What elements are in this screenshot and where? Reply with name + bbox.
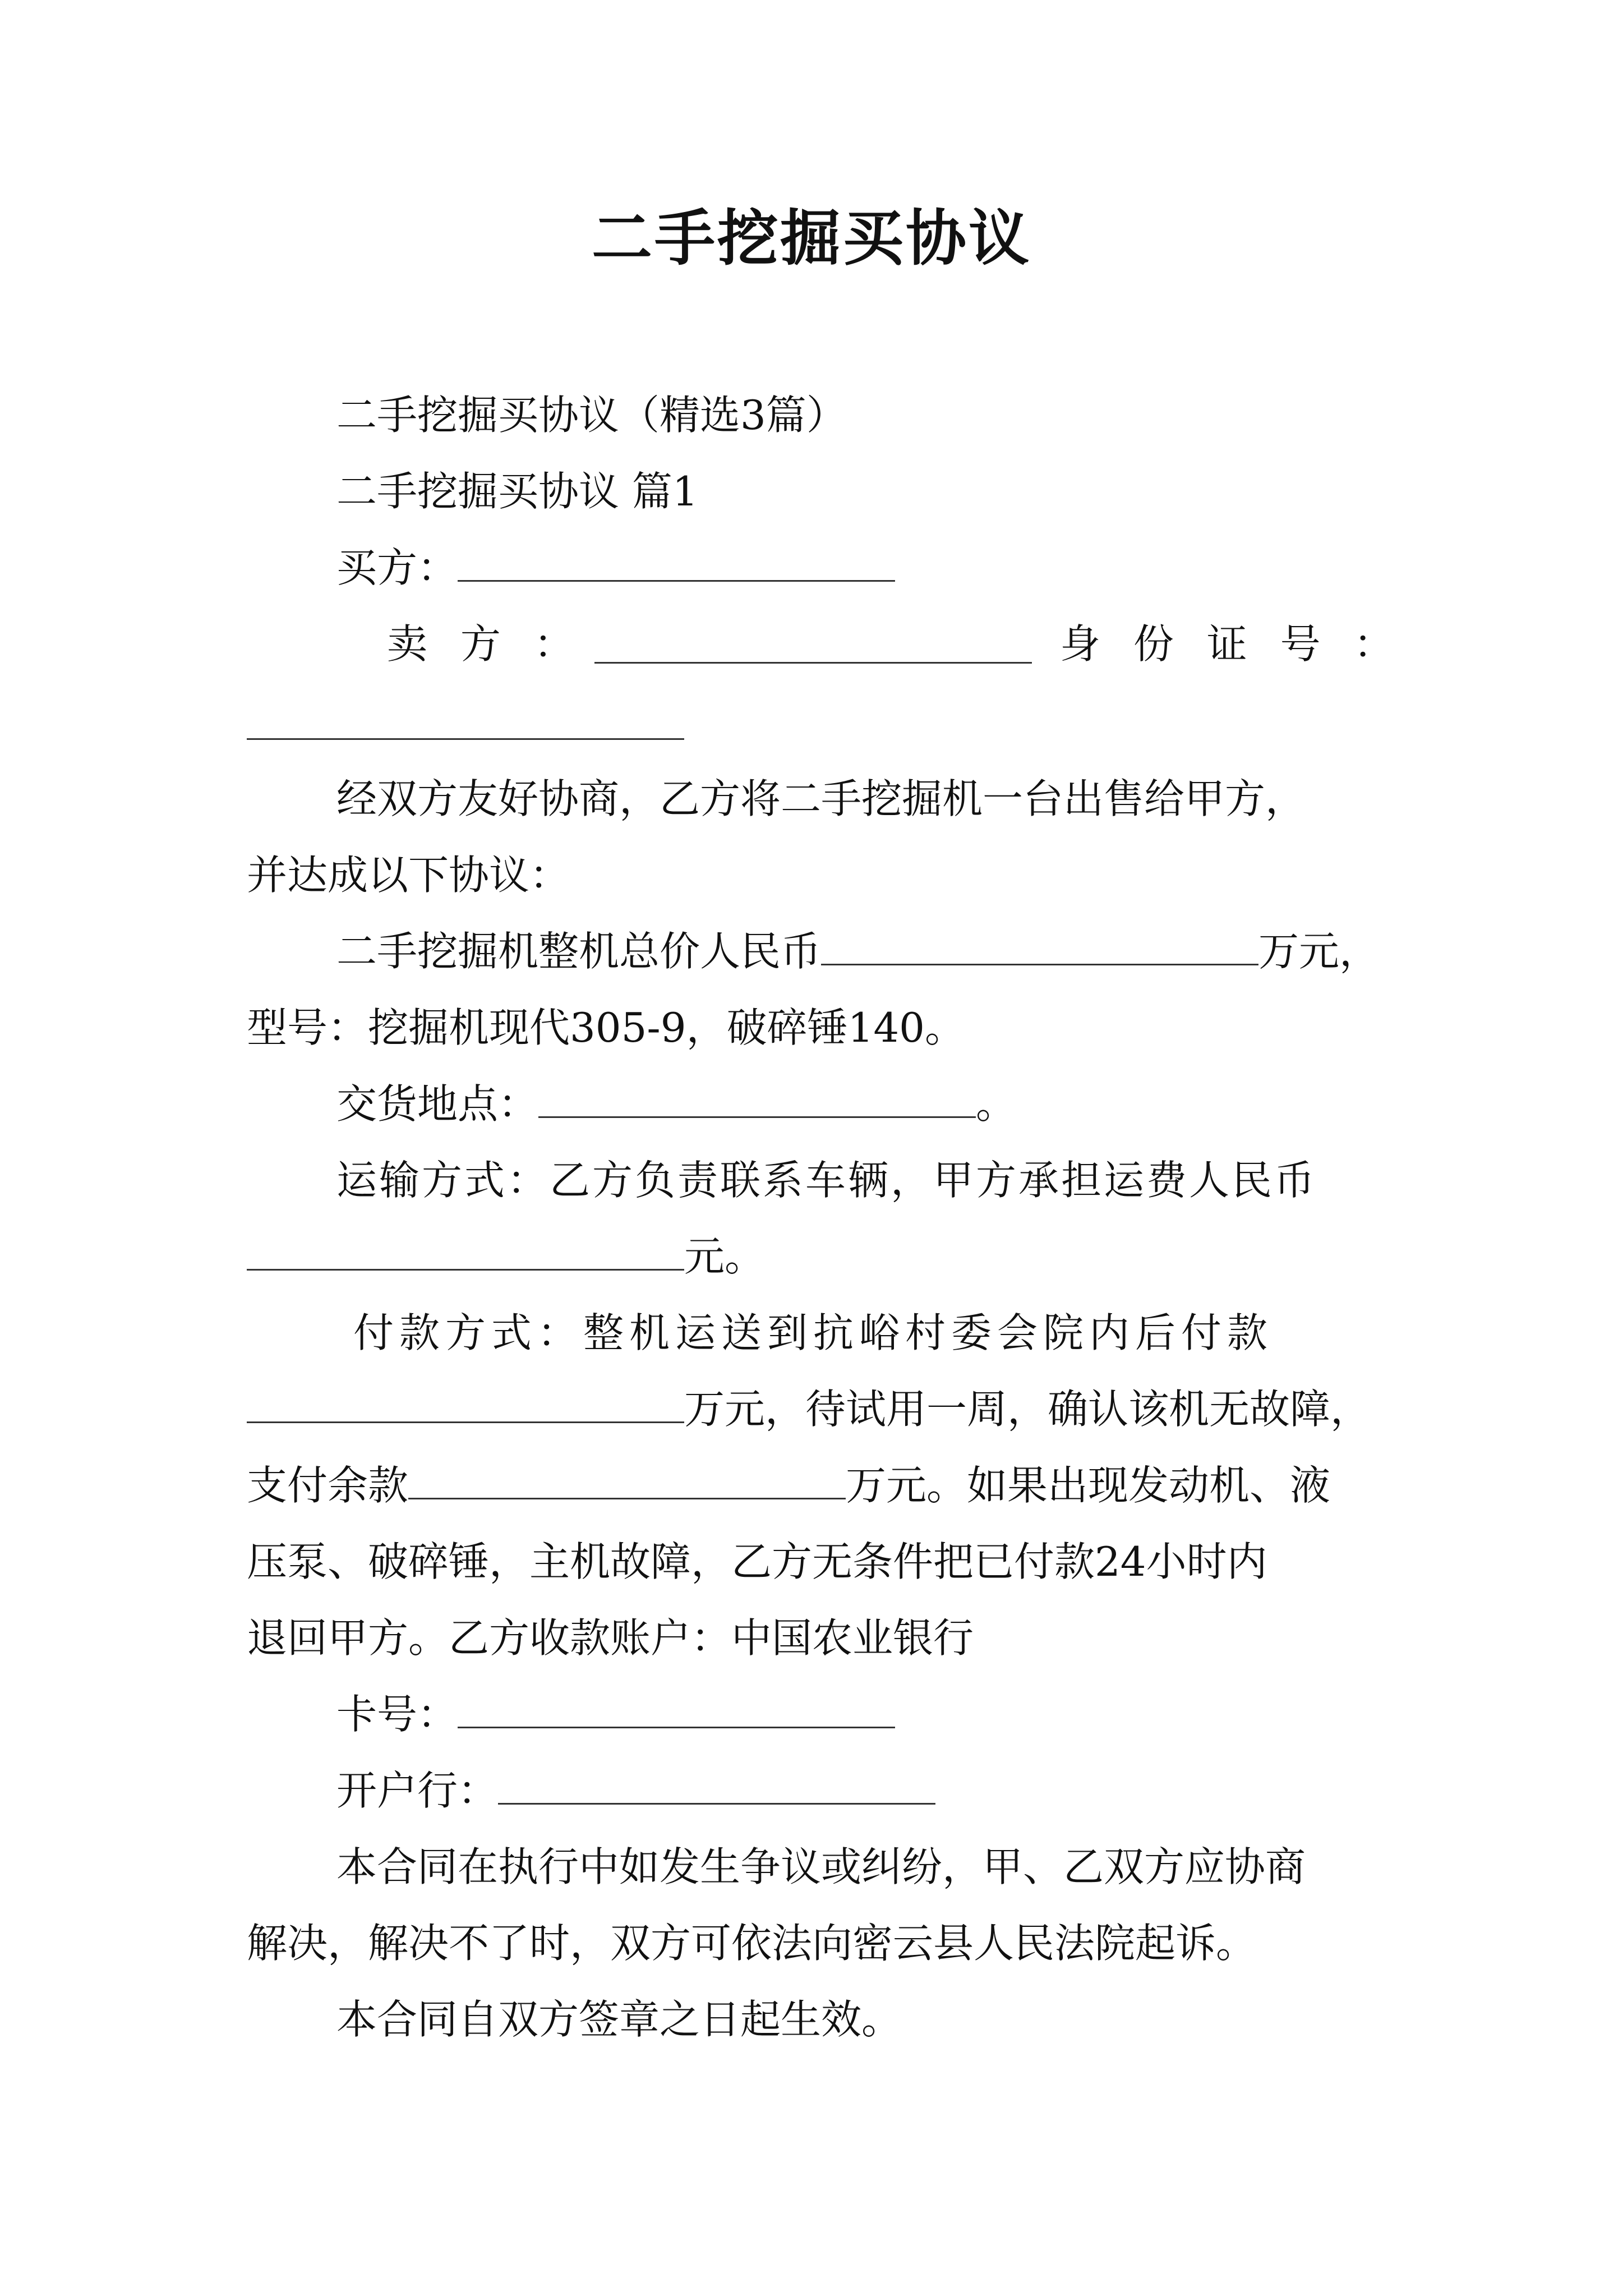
seller-line bbox=[387, 616, 584, 672]
price-line2: 型号：挖掘机现代305-9，破碎锤140。 bbox=[247, 1004, 965, 1051]
card-line bbox=[336, 1686, 895, 1742]
payment-line2 bbox=[247, 1381, 1371, 1437]
buyer-blank bbox=[458, 541, 895, 582]
payment-line2-text: 万元，待试用一周，确认该机无故障， bbox=[684, 1386, 1371, 1433]
transport-blank bbox=[247, 1230, 684, 1271]
seller-label: 卖 方 ： bbox=[387, 620, 584, 668]
bank-blank bbox=[498, 1764, 935, 1805]
delivery-line bbox=[336, 1076, 1016, 1132]
delivery-label: 交货地点： bbox=[336, 1080, 539, 1128]
para1-line1: 经双方友好协商，乙方将二手挖掘机一台出售给甲方， bbox=[336, 775, 1306, 822]
transport-line1: 运输方式：乙方负责联系车辆，甲方承担运费人民币 bbox=[336, 1157, 1317, 1204]
payment-line3 bbox=[247, 1457, 1330, 1513]
bank-label: 开户行： bbox=[336, 1767, 499, 1814]
transport-line2 bbox=[247, 1228, 765, 1285]
document-title: 二手挖掘买协议 bbox=[591, 203, 1031, 274]
id-label: 身 份 证 号 ： bbox=[1060, 620, 1404, 668]
price-blank bbox=[821, 924, 1258, 965]
transport-end: 元。 bbox=[684, 1233, 766, 1280]
dispute-line2: 解决，解决不了时，双方可依法向密云县人民法院起诉。 bbox=[247, 1920, 1257, 1967]
buyer-label: 买方： bbox=[336, 544, 458, 591]
card-label: 卡号： bbox=[336, 1691, 458, 1738]
delivery-end: 。 bbox=[976, 1080, 1017, 1128]
price-unit: 万元， bbox=[1258, 928, 1380, 975]
price-text: 二手挖掘机整机总价人民币 bbox=[336, 928, 822, 975]
section-heading: 二手挖掘买协议 篇1 bbox=[336, 468, 698, 515]
payment-blank2 bbox=[408, 1458, 846, 1499]
payment-line1: 付款方式：整机运送到抗峪村委会院内后付款 bbox=[353, 1309, 1274, 1356]
id-blank bbox=[247, 738, 684, 740]
card-blank bbox=[458, 1687, 895, 1728]
effective-line: 本合同自双方签章之日起生效。 bbox=[336, 1996, 902, 2043]
payment-line4: 压泵、破碎锤，主机故障，乙方无条件把已付款24小时内 bbox=[247, 1538, 1267, 1585]
payment-blank1 bbox=[247, 1382, 684, 1423]
para1-line2: 并达成以下协议： bbox=[247, 852, 570, 899]
buyer-line bbox=[336, 540, 895, 596]
dispute-line1: 本合同在执行中如发生争议或纠纷，甲、乙双方应协商 bbox=[336, 1843, 1306, 1890]
bank-line bbox=[336, 1763, 935, 1819]
delivery-blank bbox=[538, 1077, 976, 1118]
subtitle: 二手挖掘买协议（精选3篇） bbox=[336, 392, 847, 439]
payment-line5: 退回甲方。乙方收款账户：中国农业银行 bbox=[247, 1614, 974, 1662]
payment-line3-text-a: 支付余款 bbox=[247, 1462, 409, 1509]
price-line1 bbox=[336, 923, 1380, 979]
seller-blank bbox=[594, 662, 1032, 664]
payment-line3-text-b: 万元。如果出现发动机、液 bbox=[846, 1462, 1331, 1509]
